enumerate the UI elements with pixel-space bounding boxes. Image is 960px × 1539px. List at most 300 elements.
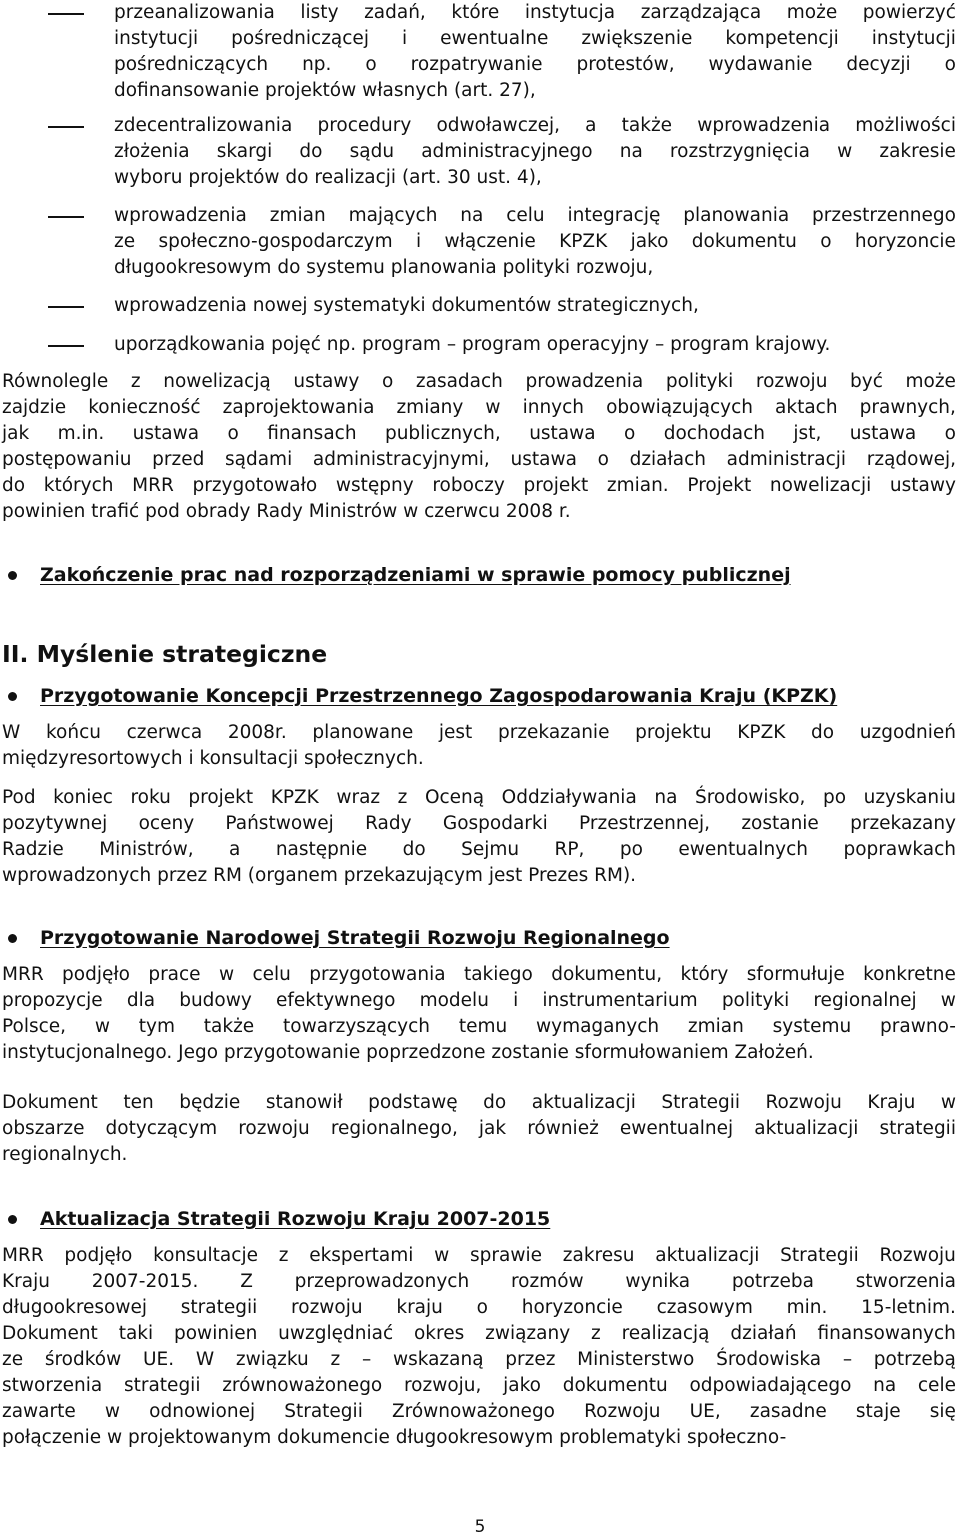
- word: o: [944, 54, 956, 75]
- word: planowania: [683, 205, 790, 226]
- word: nowelizacją: [163, 371, 271, 392]
- word: i: [401, 28, 408, 49]
- paragraph-line: [2, 395, 956, 421]
- word: o: [476, 1297, 488, 1318]
- word: uzyskaniu: [863, 787, 956, 808]
- word: 15-letnim.: [861, 1297, 956, 1318]
- word: zaprojektowania: [222, 397, 375, 418]
- word: koniec: [53, 787, 113, 808]
- word: odnowionej: [149, 1401, 256, 1422]
- list-item-line: długookresowym do systemu planowania polityki rozwoju,: [114, 257, 654, 278]
- word: działań: [730, 1323, 797, 1344]
- word: postępowaniu: [2, 449, 132, 470]
- list-item-line: [114, 203, 956, 229]
- word: działach: [629, 449, 706, 470]
- word: do: [299, 141, 323, 162]
- word: innych: [522, 397, 585, 418]
- word: Rozwoju: [879, 1245, 956, 1266]
- word: i: [416, 231, 422, 252]
- word: społeczno-gospodarczym: [158, 231, 393, 252]
- word: KPZK: [559, 231, 608, 252]
- word: obszarze: [2, 1118, 85, 1139]
- paragraph-line: [2, 837, 956, 863]
- word: zajdzie: [2, 397, 67, 418]
- word: zarządzająca: [640, 2, 762, 23]
- word: celu: [506, 205, 545, 226]
- word: podjęło: [62, 964, 130, 985]
- word: dotyczącym: [105, 1118, 218, 1139]
- word: m.in.: [57, 423, 105, 444]
- word: Oceną: [424, 787, 485, 808]
- word: o: [365, 54, 377, 75]
- word: rozpatrywanie: [410, 54, 543, 75]
- word: stanowił: [265, 1092, 343, 1113]
- word: a: [229, 839, 241, 860]
- word: Strategii: [284, 1401, 363, 1422]
- word: ewentualne: [440, 28, 549, 49]
- word: roboczy: [432, 475, 505, 496]
- word: aktualizacji: [754, 1118, 859, 1139]
- word: a: [585, 115, 597, 136]
- word: przygotowało: [192, 475, 318, 496]
- paragraph-line: [2, 988, 956, 1014]
- word: w: [837, 141, 853, 162]
- word: jak: [2, 423, 30, 444]
- word: również: [527, 1118, 599, 1139]
- section-title: II. Myślenie strategiczne: [2, 640, 328, 668]
- list-item-line: wprowadzenia nowej systematyki dokumentów strategicznych,: [114, 295, 699, 316]
- word: do: [2, 475, 26, 496]
- word: z: [278, 1245, 289, 1266]
- page-number: 5: [474, 1517, 486, 1537]
- word: jak: [478, 1118, 507, 1139]
- word: modelu: [419, 990, 489, 1011]
- word: na: [873, 1375, 897, 1396]
- word: Środowiska: [716, 1349, 822, 1370]
- word: do: [483, 1092, 507, 1113]
- word: dokumentu: [562, 1375, 668, 1396]
- word: Rozwoju: [584, 1401, 661, 1422]
- word: temu: [458, 1016, 508, 1037]
- list-item-line: [114, 26, 956, 52]
- word: o: [624, 423, 636, 444]
- paragraph-line: [2, 1295, 956, 1321]
- word: środków: [44, 1349, 122, 1370]
- word: nowelizacji: [769, 475, 872, 496]
- paragraph-line: [2, 1243, 956, 1269]
- word: ustawa: [529, 423, 596, 444]
- word: Ministrów,: [99, 839, 194, 860]
- word: konieczność: [88, 397, 201, 418]
- word: do: [811, 722, 835, 743]
- paragraph-line: [2, 421, 956, 447]
- word: o: [227, 423, 239, 444]
- word: UE,: [689, 1401, 721, 1422]
- word: Polsce,: [2, 1016, 67, 1037]
- word: następnie: [275, 839, 368, 860]
- word: takiego: [463, 964, 533, 985]
- word: odpowiadającego: [689, 1375, 852, 1396]
- word: strategii: [180, 1297, 258, 1318]
- word: regionalnego,: [330, 1118, 458, 1139]
- word: powinien: [174, 1323, 258, 1344]
- word: konsultacje: [153, 1245, 258, 1266]
- word: może: [786, 2, 838, 23]
- word: rozmów: [510, 1271, 584, 1292]
- word: potrzebą: [873, 1349, 956, 1370]
- word: administracyjnego: [421, 141, 593, 162]
- word: –: [361, 1349, 372, 1370]
- word: mających: [348, 205, 438, 226]
- word: zakresie: [879, 141, 956, 162]
- paragraph-line: instytucjonalnego. Jego przygotowanie poprzedzone zostanie sformułowaniem Założeń.: [2, 1042, 814, 1063]
- word: przestrzennego: [812, 205, 956, 226]
- word: strategii: [123, 1375, 201, 1396]
- word: w: [218, 964, 235, 985]
- word: prowadzenia: [525, 371, 644, 392]
- word: przed: [152, 449, 205, 470]
- word: zrównoważonego: [222, 1375, 383, 1396]
- word: stworzenia: [2, 1375, 103, 1396]
- word: podstawę: [368, 1092, 458, 1113]
- word: wprowadzenia: [114, 205, 247, 226]
- word: o: [381, 371, 394, 392]
- word: także: [621, 115, 673, 136]
- word: administracyjnymi,: [312, 449, 490, 470]
- word: dla: [126, 990, 156, 1011]
- word: czerwca: [126, 722, 203, 743]
- word: ewentualnej: [619, 1118, 734, 1139]
- paragraph-line: [2, 369, 956, 395]
- word: czasowym: [656, 1297, 753, 1318]
- word: odwoławczej,: [436, 115, 560, 136]
- word: okres: [413, 1323, 465, 1344]
- word: instytucji: [114, 28, 199, 49]
- word: wprowadzenia: [697, 115, 831, 136]
- word: z: [591, 1323, 601, 1344]
- paragraph-line: [2, 1373, 956, 1399]
- word: budowy: [179, 990, 252, 1011]
- word: ustawy: [889, 475, 956, 496]
- list-item-line: uporządkowania pojęć np. program – program operacyjny – program krajowy.: [114, 334, 831, 355]
- word: konkretne: [863, 964, 956, 985]
- word: pośredniczących: [114, 54, 269, 75]
- word: sprawie: [470, 1245, 543, 1266]
- word: decyzji: [846, 54, 911, 75]
- word: ewentualnych: [678, 839, 809, 860]
- word: zakresu: [562, 1245, 635, 1266]
- word: instytucji: [871, 28, 956, 49]
- word: Projekt: [687, 475, 752, 496]
- word: instytucja: [524, 2, 616, 23]
- word: projekt: [188, 787, 254, 808]
- word: horyzoncie: [854, 231, 956, 252]
- bullet-icon: [8, 571, 17, 580]
- paragraph-line: wprowadzonych przez RM (organem przekazującym jest Prezes RM).: [2, 865, 637, 886]
- word: staje: [855, 1401, 901, 1422]
- paragraph-line: [2, 1116, 956, 1142]
- word: zmian: [687, 1016, 744, 1037]
- word: rozwoju,: [403, 1375, 482, 1396]
- word: rozstrzygnięcia: [669, 141, 810, 162]
- paragraph-line: połączenie w projektowanym dokumencie długookresowym problematyki społeczno-: [2, 1427, 787, 1448]
- word: także: [203, 1016, 255, 1037]
- word: propozycje: [2, 990, 103, 1011]
- word: w: [94, 1016, 110, 1037]
- word: sformułuje: [746, 964, 845, 985]
- word: zostanie: [741, 813, 819, 834]
- word: Środowisko,: [694, 787, 806, 808]
- word: dochodach: [663, 423, 766, 444]
- word: jako: [503, 1375, 541, 1396]
- word: administracji: [726, 449, 847, 470]
- word: aktualizacji: [531, 1092, 636, 1113]
- word: przeanalizowania: [114, 2, 275, 23]
- word: towarzyszących: [283, 1016, 431, 1037]
- word: Równolegle: [2, 371, 109, 392]
- word: z: [130, 371, 141, 392]
- word: Rady: [365, 813, 412, 834]
- word: Sejmu: [461, 839, 520, 860]
- word: i: [513, 990, 519, 1011]
- word: zmian: [269, 205, 326, 226]
- word: kompetencji: [725, 28, 839, 49]
- word: prace: [148, 964, 201, 985]
- word: horyzoncie: [521, 1297, 623, 1318]
- word: związku: [235, 1349, 309, 1370]
- word: wstępny: [335, 475, 414, 496]
- word: po: [619, 839, 643, 860]
- word: w: [434, 1245, 450, 1266]
- word: taki: [118, 1323, 154, 1344]
- word: jako: [630, 231, 669, 252]
- paragraph-line: [2, 1090, 956, 1116]
- word: potrzeba: [731, 1271, 814, 1292]
- word: ustawy: [293, 371, 360, 392]
- word: z: [330, 1349, 341, 1370]
- paragraph-line: międzyresortowych i konsultacji społecznych.: [2, 748, 424, 769]
- word: poprawkach: [843, 839, 956, 860]
- list-item-line: [114, 52, 956, 78]
- heading-srk: Aktualizacja Strategii Rozwoju Kraju 2007-2015: [40, 1208, 551, 1230]
- word: UE.: [142, 1349, 175, 1370]
- paragraph-line: [2, 1399, 956, 1425]
- word: Radzie: [2, 839, 64, 860]
- word: polityki: [721, 990, 790, 1011]
- word: Przestrzennej,: [579, 813, 711, 834]
- paragraph-line: regionalnych.: [2, 1144, 128, 1165]
- word: tym: [138, 1016, 175, 1037]
- word: przez: [505, 1349, 556, 1370]
- word: efektywnego: [275, 990, 396, 1011]
- paragraph-line: [2, 1321, 956, 1347]
- word: systemu: [772, 1016, 852, 1037]
- word: jst,: [793, 423, 822, 444]
- paragraph-line: [2, 473, 956, 499]
- word: będzie: [179, 1092, 241, 1113]
- paragraph-line: [2, 962, 956, 988]
- word: rządowej,: [866, 449, 956, 470]
- list-item-line: wyboru projektów do realizacji (art. 30 ust. 4),: [114, 167, 542, 188]
- word: 2007-2015.: [91, 1271, 199, 1292]
- word: w: [485, 397, 501, 418]
- word: zawarte: [2, 1401, 76, 1422]
- word: ze: [2, 1349, 24, 1370]
- word: zmiany: [396, 397, 464, 418]
- word: być: [850, 371, 883, 392]
- list-item-line: [114, 139, 956, 165]
- word: które: [451, 2, 500, 23]
- word: 2008r.: [227, 722, 287, 743]
- word: wraz: [336, 787, 381, 808]
- word: o: [820, 231, 832, 252]
- word: RP,: [554, 839, 585, 860]
- word: ustawa: [510, 449, 577, 470]
- paragraph-line: [2, 447, 956, 473]
- bullet-icon: [8, 1215, 17, 1224]
- word: zwiększenie: [581, 28, 693, 49]
- word: zdecentralizowania: [114, 115, 293, 136]
- dash-bullet-icon: [48, 216, 84, 218]
- paragraph-line: [2, 811, 956, 837]
- word: Rozwoju: [765, 1092, 842, 1113]
- word: na: [619, 141, 643, 162]
- word: oceny: [138, 813, 195, 834]
- word: Ministerstwo: [577, 1349, 695, 1370]
- word: o: [597, 449, 609, 470]
- word: MRR: [2, 1245, 44, 1266]
- word: procedury: [317, 115, 412, 136]
- word: zadań,: [364, 2, 426, 23]
- word: przeprowadzonych: [294, 1271, 470, 1292]
- word: Dokument: [2, 1323, 98, 1344]
- word: w: [940, 1092, 956, 1113]
- word: dokumentu,: [551, 964, 663, 985]
- word: Oddziaływania: [501, 787, 637, 808]
- word: wynika: [625, 1271, 691, 1292]
- word: Dokument: [2, 1092, 98, 1113]
- word: skargi: [216, 141, 273, 162]
- dash-bullet-icon: [48, 13, 84, 15]
- word: KPZK: [737, 722, 786, 743]
- heading-pomoc-publiczna: Zakończenie prac nad rozporządzeniami w sprawie pomocy publicznej: [40, 564, 791, 586]
- dash-bullet-icon: [48, 126, 84, 128]
- word: który: [680, 964, 729, 985]
- word: końcu: [45, 722, 101, 743]
- word: protestów,: [576, 54, 675, 75]
- word: Z: [240, 1271, 253, 1292]
- word: wskazaną: [392, 1349, 484, 1370]
- word: ustawa: [132, 423, 200, 444]
- word: Zrównoważonego: [391, 1401, 555, 1422]
- word: ten: [123, 1092, 154, 1113]
- word: ze: [114, 231, 136, 252]
- word: wydawanie: [708, 54, 813, 75]
- paragraph-line: [2, 720, 956, 746]
- word: Strategii: [661, 1092, 740, 1113]
- bullet-icon: [8, 934, 17, 943]
- bullet-icon: [8, 692, 17, 701]
- word: wymaganych: [536, 1016, 660, 1037]
- word: projekt: [523, 475, 589, 496]
- word: Kraju: [867, 1092, 916, 1113]
- word: planowane: [312, 722, 414, 743]
- list-item-line: dofinansowanie projektów własnych (art. 27),: [114, 80, 536, 101]
- word: dokumentu: [691, 231, 797, 252]
- heading-nsrr: Przygotowanie Narodowej Strategii Rozwoju Regionalnego: [40, 927, 670, 949]
- word: W: [2, 722, 21, 743]
- word: w: [104, 1401, 121, 1422]
- word: W: [195, 1349, 215, 1370]
- word: przygotowania: [309, 964, 446, 985]
- word: np.: [302, 54, 332, 75]
- paragraph-line: [2, 1014, 956, 1040]
- word: może: [905, 371, 956, 392]
- word: powierzyć: [862, 2, 956, 23]
- list-item-line: [114, 229, 956, 255]
- word: kraju: [396, 1297, 443, 1318]
- word: integrację: [567, 205, 661, 226]
- word: prawno-: [880, 1016, 956, 1037]
- word: min.: [786, 1297, 828, 1318]
- word: finansowanych: [817, 1323, 956, 1344]
- word: związany: [485, 1323, 571, 1344]
- dash-bullet-icon: [48, 345, 84, 347]
- word: zasadne: [749, 1401, 827, 1422]
- word: długookresowej: [2, 1297, 148, 1318]
- word: możliwości: [855, 115, 956, 136]
- paragraph-line: [2, 1269, 956, 1295]
- word: rozwoju: [291, 1297, 363, 1318]
- word: celu: [252, 964, 291, 985]
- word: roku: [130, 787, 171, 808]
- word: ekspertami: [309, 1245, 414, 1266]
- word: z: [397, 787, 408, 808]
- dash-bullet-icon: [48, 306, 84, 308]
- word: –: [842, 1349, 853, 1370]
- word: na: [460, 205, 484, 226]
- word: Państwowej: [225, 813, 334, 834]
- word: w: [940, 990, 956, 1011]
- word: strategii: [879, 1118, 956, 1139]
- word: obowiązujących: [606, 397, 753, 418]
- word: zasadach: [415, 371, 503, 392]
- word: cele: [917, 1375, 956, 1396]
- paragraph-line: [2, 1347, 956, 1373]
- word: podjęło: [64, 1245, 133, 1266]
- paragraph-line: powinien trafić pod obrady Rady Ministrów w czerwcu 2008 r.: [2, 501, 571, 522]
- heading-kpzk: Przygotowanie Koncepcji Przestrzennego Zagospodarowania Kraju (KPZK): [40, 685, 838, 707]
- paragraph-line: [2, 785, 956, 811]
- word: na: [654, 787, 678, 808]
- word: finansach: [267, 423, 357, 444]
- word: sądu: [349, 141, 395, 162]
- word: projektu: [635, 722, 712, 743]
- word: MRR: [2, 964, 44, 985]
- word: złożenia: [114, 141, 190, 162]
- word: aktualizacji: [655, 1245, 760, 1266]
- word: przekazanie: [497, 722, 610, 743]
- word: aktach: [775, 397, 838, 418]
- word: o: [944, 423, 956, 444]
- word: których: [43, 475, 114, 496]
- word: do: [402, 839, 426, 860]
- list-item-line: [114, 0, 956, 26]
- word: prawnych,: [859, 397, 956, 418]
- word: MRR: [132, 475, 174, 496]
- word: Strategii: [780, 1245, 859, 1266]
- word: pozytywnej: [2, 813, 108, 834]
